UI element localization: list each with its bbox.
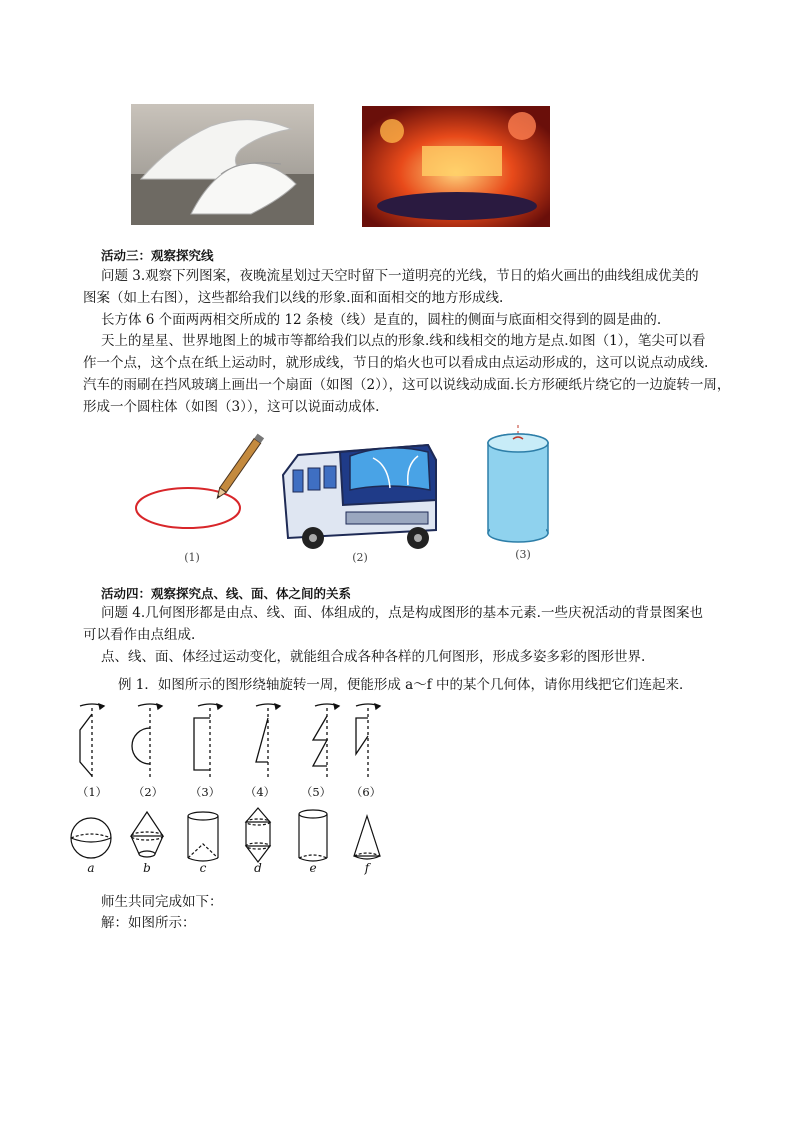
solid-c-cylinder-cone xyxy=(188,812,218,861)
solid-f-cone xyxy=(354,816,380,859)
activity3-paragraph2: 长方体 6 个面两两相交所成的 12 条棱（线）是直的，圆柱的侧面与底面相交得到的圆是曲的. xyxy=(101,312,662,328)
figure-row xyxy=(98,420,618,572)
figure-caption-3: (3) xyxy=(515,548,531,561)
activity4-paragraph2: 点、线、面、体经过运动变化，就能组合成各种各样的几何图形，形成多姿多彩的图形世界. xyxy=(101,649,646,665)
solids-row xyxy=(65,806,395,886)
activity3-paragraph3-line2: 作一个点，这个点在纸上运动时，就形成线，节日的焰火也可以看成由点运动形成的，这可以说点动成线. xyxy=(83,355,709,371)
solid-label-e: e xyxy=(309,861,317,875)
teacher-student-line: 师生共同完成如下： xyxy=(101,894,223,910)
shape-label-5: （5） xyxy=(300,785,332,799)
shape-2 xyxy=(132,704,162,778)
shape-1 xyxy=(80,704,104,778)
shape-3 xyxy=(194,704,222,778)
activity3-heading: 活动三：观察探究线 xyxy=(101,248,214,263)
figure-caption-1: (1) xyxy=(184,551,200,564)
activity3-paragraph3-line4: 形成一个圆柱体（如图（3）），这可以说面动成体. xyxy=(83,399,380,415)
solution-line: 解：如图所示： xyxy=(101,915,196,931)
solid-label-c: c xyxy=(199,861,207,875)
activity4-paragraph1-line1: 问题 4.几何图形都是由点、线、面、体组成的，点是构成图形的基本元素.一些庆祝活动的背景图案也 xyxy=(101,605,703,621)
cylinder-figure xyxy=(488,425,548,545)
shape-5 xyxy=(313,704,339,778)
shape-label-3: （3） xyxy=(189,785,221,799)
solid-e-cylinder xyxy=(299,810,327,861)
solids-drawing xyxy=(65,806,395,868)
shape-label-6: （6） xyxy=(350,785,382,799)
pencil-drawing-figure xyxy=(136,434,264,528)
shape-label-4: （4） xyxy=(244,785,276,799)
activity4-paragraph1-line2: 可以看作由点组成. xyxy=(83,627,196,643)
solid-label-d: d xyxy=(254,861,262,875)
solid-b-double-cone xyxy=(131,812,163,857)
shape-4 xyxy=(256,704,280,778)
figure-caption-2: (2) xyxy=(352,551,368,564)
activity3-paragraph3-line1: 天上的星星、世界地图上的城市等都给我们以点的形象.线和线相交的地方是点.如图（1），笔尖可以看 xyxy=(101,333,706,349)
solid-label-a: a xyxy=(87,861,95,875)
solid-label-f: f xyxy=(364,861,370,875)
shape-label-2: （2） xyxy=(132,785,164,799)
activity3-paragraph1-line1: 问题 3.观察下列图案，夜晚流星划过天空时留下一道明亮的光线，节日的焰火画出的曲线组成优美的 xyxy=(101,268,699,284)
shape-label-1: （1） xyxy=(76,785,108,799)
rotation-shapes xyxy=(70,700,400,810)
fireworks-photo xyxy=(362,106,550,227)
solid-d-capped-cylinder xyxy=(246,808,270,862)
shape-6 xyxy=(356,704,380,778)
solid-label-b: b xyxy=(143,861,151,875)
activity4-heading: 活动四：观察探究点、线、面、体之间的关系 xyxy=(101,586,352,601)
example-1: 例 1．如图所示的图形绕轴旋转一周，便能形成 a～f 中的某个几何体，请你用线把它们连起来． xyxy=(118,677,693,693)
bus-figure xyxy=(283,445,436,549)
activity3-paragraph3-line3: 汽车的雨刷在挡风玻璃上画出一个扇面（如图（2）），这可以说线动成面.长方形硬纸片绕它的一边旋转一周， xyxy=(83,377,731,393)
solid-a-sphere xyxy=(71,818,111,858)
building-photo xyxy=(131,104,314,225)
activity3-paragraph1-line2: 图案（如上右图），这些都给我们以线的形象.面和面相交的地方形成线. xyxy=(83,290,504,306)
